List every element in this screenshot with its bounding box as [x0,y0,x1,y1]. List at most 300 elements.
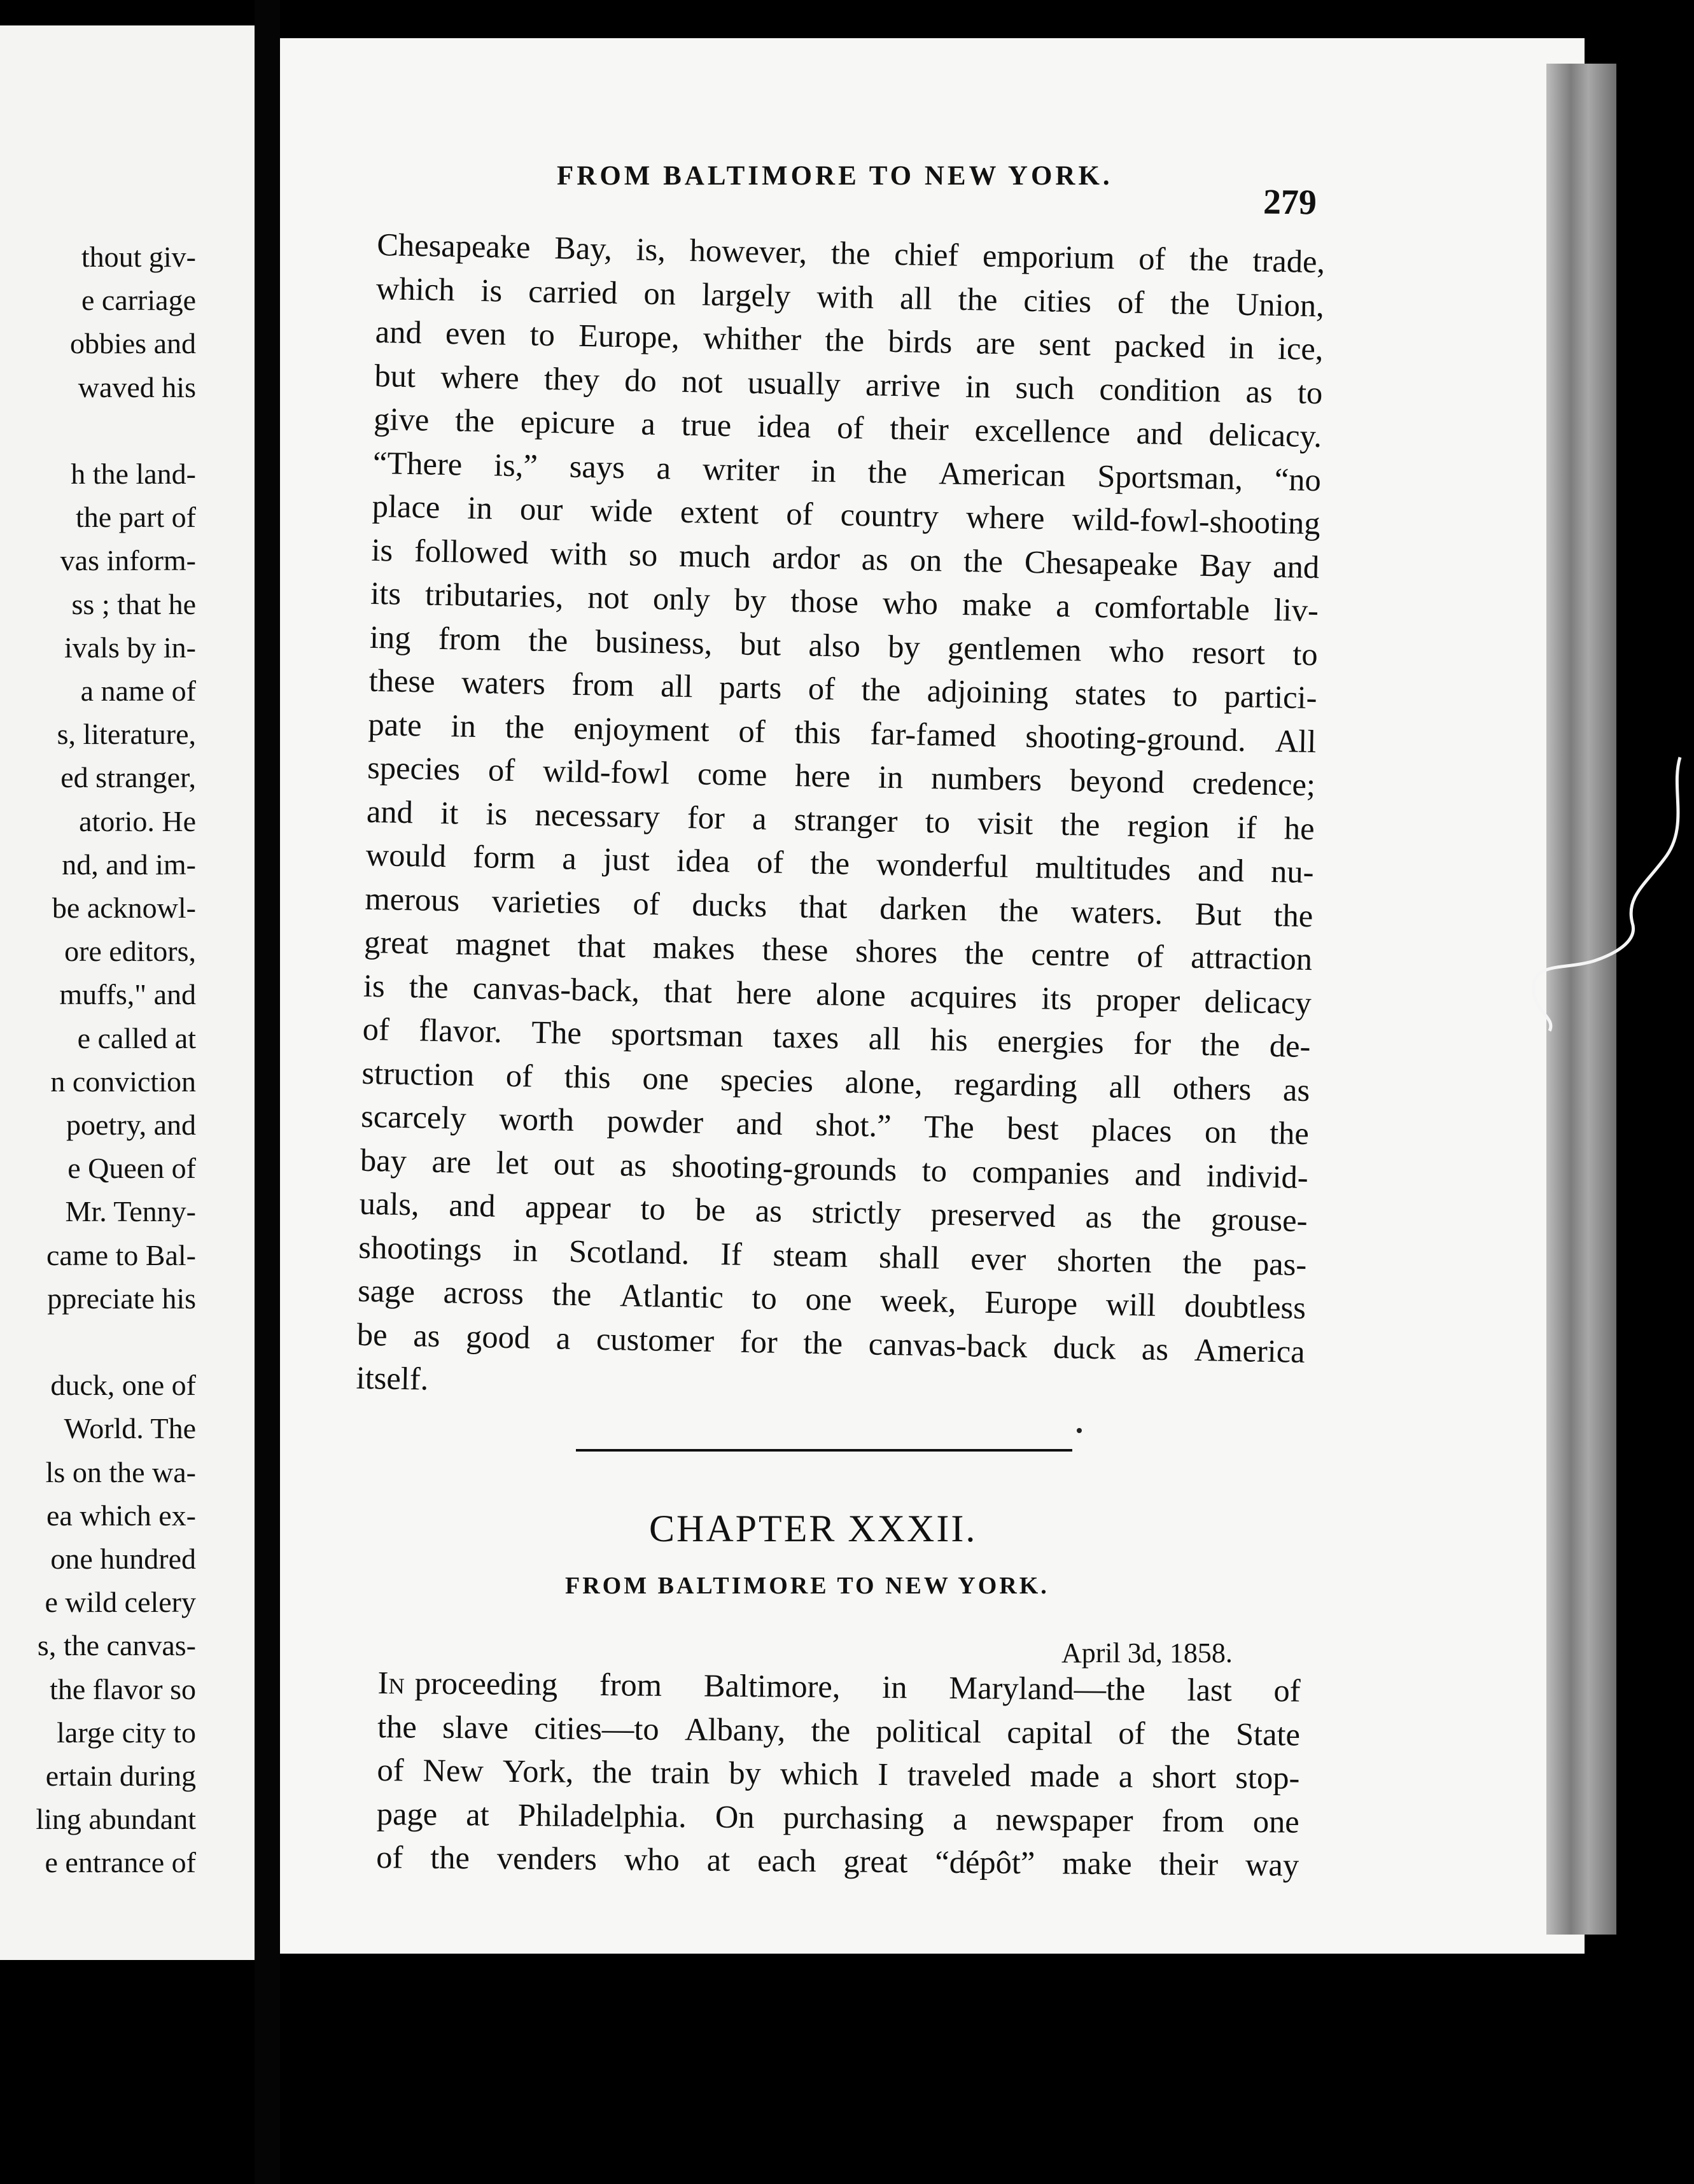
word: stop- [1235,1759,1300,1796]
word: liv- [1273,591,1319,629]
word: in [878,759,904,795]
word: excellence [974,412,1111,451]
word: regarding [953,1065,1078,1103]
facing-page-line: atorio. He [79,804,196,837]
word: the [409,968,449,1005]
word: Chesapeake [376,226,531,265]
word: wild-fowl-shooting [1072,501,1321,542]
body-line: itself. [356,1359,429,1397]
word: only [652,580,711,617]
word: the [867,453,907,490]
word: traveled [907,1756,1011,1793]
word: arrive [865,366,941,403]
word: are [976,325,1016,361]
word: of [808,670,836,707]
facing-page-line: large city to [57,1716,196,1749]
word: idea [676,842,731,879]
word: far-famed [869,715,997,753]
ink-dot [1077,1428,1082,1433]
word: true [681,406,732,444]
facing-page-line: ea which ex- [46,1499,196,1532]
word: the [1060,806,1100,843]
word: of [1273,1672,1301,1709]
word: this [564,1058,612,1095]
word: made [1030,1757,1100,1794]
word: duck [1053,1329,1116,1366]
word: to [752,1280,778,1316]
word: the [528,621,568,659]
word: by [729,1754,762,1791]
word: its [1041,979,1072,1016]
word: are [431,1143,472,1180]
facing-page-line: ivals by in- [64,631,196,664]
word: waters [461,664,546,701]
word: largely [701,276,791,314]
word: page [376,1795,438,1832]
word: the [809,844,850,881]
word: the [505,708,545,745]
facing-page-line: e carriage [81,284,196,317]
word: to [925,803,951,840]
word: extent [680,493,759,531]
word: is [371,531,393,568]
word: shorten [1056,1242,1152,1280]
facing-page-line: s, the canvas- [37,1629,196,1662]
word: Philadelphia. [517,1796,687,1834]
word: the [802,1324,843,1361]
word: with [816,278,874,315]
word: short [1152,1758,1217,1795]
word: proceeding [414,1665,558,1702]
word: parts [718,668,782,706]
word: whither [703,319,802,358]
word: strictly [811,1193,902,1231]
word: cities—to [534,1709,659,1747]
word: American [938,454,1066,493]
facing-page-line: came to Bal- [46,1238,196,1271]
chapter-title: CHAPTER XXXII. [649,1508,977,1550]
word: to [640,1190,666,1227]
word: their [1159,1845,1219,1882]
word: the [861,671,901,708]
word: of [756,844,784,880]
word: America [1194,1331,1306,1369]
word: out [553,1145,595,1182]
word: birds [887,323,953,360]
word: the [454,402,495,439]
word: all [660,668,694,704]
word: and [1272,548,1320,585]
word: ardor [771,538,841,576]
word: the [964,935,1005,972]
word: a [1055,587,1071,624]
facing-page-line: ss ; that he [71,587,196,620]
book-gutter [255,0,280,2184]
word: so [628,536,658,573]
word: On [715,1798,755,1835]
word: just [603,841,650,878]
word: de- [1269,1027,1311,1065]
word: places [1091,1111,1172,1149]
word: taxes [773,1018,839,1056]
word: is [486,795,508,832]
word: Union, [1235,286,1325,323]
word: worth [498,1100,575,1138]
facing-page-line: ed stranger, [60,761,196,794]
word: venders [496,1840,598,1877]
word: magnet [455,925,551,963]
facing-page-line: h the land- [71,458,196,490]
facing-page-line: poetry, and [66,1109,196,1141]
word: numbers [930,760,1042,798]
word: the [377,1708,417,1745]
word: struction [361,1054,475,1093]
word: however, [689,232,808,270]
facing-page-line: s, literature, [57,718,196,751]
word: Scotland. [568,1233,690,1271]
word: pate [368,706,423,743]
word: where [965,499,1046,536]
word: “dépôt” [935,1844,1035,1881]
word: partici- [1224,678,1317,716]
word: stranger [794,801,899,839]
facing-page-line: be acknowl- [52,892,196,924]
facing-page-line: vas inform- [60,544,196,577]
word: a [1118,1758,1133,1795]
word: pas- [1252,1245,1307,1282]
word: acquires [909,977,1018,1016]
word: appear [524,1188,612,1226]
facing-page-line: thout giv- [81,241,196,273]
word: country [840,496,939,535]
word: the [1182,1243,1222,1281]
word: sent [1039,326,1091,363]
word: at [466,1796,489,1833]
word: species [367,749,461,787]
facing-page-line: the part of [75,501,196,534]
word: of [633,885,661,921]
word: in [882,1669,907,1705]
word: condition [1099,370,1221,409]
word: shall [878,1238,941,1275]
facing-page-line: e called at [77,1021,196,1054]
word: and [1197,851,1245,889]
word: grouse- [1210,1201,1308,1239]
word: states [1074,675,1147,713]
word: make [1062,1845,1132,1882]
word: by [887,628,921,665]
word: as [1085,1198,1113,1235]
word: says [569,448,626,485]
word: these [368,662,436,699]
word: canvas-back, [472,969,640,1009]
word: slave [442,1709,509,1746]
word: good [465,1318,531,1355]
word: all [899,279,933,316]
word: But [1194,895,1242,932]
word: even [445,314,507,352]
word: the [1142,1200,1182,1236]
word: emporium [982,237,1116,276]
word: of [785,495,814,532]
word: nu- [1270,853,1315,890]
word: Bay, [554,230,613,267]
word: as [412,1317,440,1354]
word: be [356,1316,388,1353]
chapter-line [376,1835,1299,1887]
word: here [794,757,851,794]
chapter-line [377,1791,1300,1843]
word: as [1282,1071,1310,1108]
word: delicacy. [1208,416,1322,454]
word: from [1161,1802,1225,1839]
word: credence; [1192,764,1316,803]
word: that [663,972,713,1010]
word: a [556,1319,571,1356]
word: ever [970,1240,1026,1277]
word: as [1245,373,1273,410]
word: he [1284,809,1315,846]
word: purchasing [783,1799,925,1836]
facing-page-line: e entrance of [45,1846,196,1879]
word: and [1134,1156,1182,1193]
facing-page-line: obbies and [69,327,196,360]
word: newspaper [995,1800,1133,1838]
word: I [877,1756,889,1793]
word: for [739,1323,778,1360]
word: to [529,316,556,353]
word: sage [357,1272,416,1310]
chapter-paragraph [376,1661,1301,1887]
word: all [1109,1068,1142,1105]
word: from [599,1667,662,1703]
facing-page-line: the flavor so [50,1672,196,1705]
word: gentlemen [947,629,1082,668]
word: the [592,1753,633,1790]
word: a [561,840,577,876]
word: and [1136,414,1184,452]
word: “no [1274,461,1322,498]
word: and [448,1187,496,1224]
word: each [757,1842,816,1879]
word: that [799,888,848,925]
word: it [440,794,459,830]
chapter-subtitle: FROM BALTIMORE TO NEW YORK. [565,1572,1049,1599]
word: proper [1095,981,1180,1018]
word: steam [773,1236,848,1274]
word: merous [365,880,460,918]
word: which [375,270,456,307]
word: of [505,1057,533,1094]
chapter-line-text [414,1662,1300,1713]
facing-page-line: e wild celery [45,1586,196,1619]
word: as [619,1146,647,1183]
word: All [1275,722,1317,759]
word: its [370,575,402,612]
chapter-line [377,1748,1300,1800]
word: also [808,627,861,664]
facing-page-line: nd, and im- [62,848,196,881]
word: in [1228,329,1255,366]
facing-page-line: ppreciate his [47,1282,196,1315]
word: where [440,358,520,396]
word: is,” [493,446,538,484]
word: form [472,838,536,876]
word: wild-fowl [542,752,670,791]
word: great [843,1843,908,1880]
word: enjoyment [573,710,710,748]
word: of [836,409,864,446]
word: idea [757,408,811,445]
word: to [1292,635,1319,672]
word: the [1273,897,1313,934]
facing-page-line: ore editors, [64,935,196,968]
word: cities [1023,282,1092,319]
word: from [571,666,635,703]
word: in [811,452,837,489]
word: last [1187,1672,1233,1708]
word: York, [502,1753,574,1789]
word: as [861,540,889,577]
facing-page-line: World. The [64,1412,196,1445]
word: varieties [491,882,601,921]
section-rule [576,1449,1072,1452]
word: If [720,1235,743,1272]
word: of [1138,240,1166,277]
word: all [868,1020,901,1057]
word: his [930,1021,969,1058]
facing-page-line: n conviction [50,1065,196,1098]
word: species [720,1061,814,1099]
word: waters. [1070,893,1163,931]
word: attraction [1190,939,1313,977]
word: in [512,1231,538,1268]
word: the [1200,1026,1240,1063]
word: at [706,1842,731,1878]
word: one [642,1060,689,1096]
word: if [1236,809,1257,845]
word: and [375,313,423,351]
word: is [480,272,503,309]
word: great [363,923,429,961]
word: for [687,799,725,836]
word: beyond [1069,762,1165,800]
word: to [1172,677,1198,713]
word: The [923,1108,975,1145]
page-number: 279 [1263,182,1317,223]
word: comfortable [1094,588,1250,627]
word: their [889,410,949,447]
lead-word: In [377,1664,405,1701]
word: not [587,579,629,616]
word: for [1133,1025,1172,1062]
word: of [1118,1714,1145,1751]
word: which [780,1755,859,1792]
word: customer [596,1320,715,1359]
word: Atlantic [619,1277,724,1315]
word: capital [1007,1714,1093,1751]
facing-page-line: one hundred [50,1543,196,1575]
facing-page-line: waved his [78,370,196,403]
word: visit [977,804,1033,841]
word: wide [590,492,654,529]
word: multitudes [1035,849,1172,888]
word: canvas-back [868,1325,1028,1364]
letter-date: April 3d, 1858. [1061,1637,1233,1669]
word: that [577,927,626,965]
word: by [734,582,767,619]
word: carried [528,272,618,311]
word: companies [972,1152,1110,1191]
word: and [736,1105,783,1142]
word: in [965,368,991,405]
word: darken [879,890,968,927]
word: Albany, [684,1711,786,1748]
word: would [365,836,447,874]
word: is [363,967,386,1004]
word: of [487,752,515,788]
word: the [1189,241,1229,278]
word: one [805,1280,853,1317]
word: a [952,1800,967,1837]
facing-page-line: ling abundant [36,1803,196,1836]
chapter-line-first [377,1661,1301,1712]
word: who [882,584,939,622]
word: tributaries, [424,576,564,615]
word: the [824,321,865,359]
word: makes [652,929,736,967]
facing-page-left [0,25,255,1960]
word: sportsman [610,1015,744,1054]
word: ice, [1277,330,1324,367]
word: is, [636,231,666,268]
word: alone [815,976,886,1013]
word: in [451,707,477,744]
word: with [550,535,608,572]
word: bay [360,1142,407,1179]
word: this [794,713,842,750]
word: one [1252,1803,1300,1840]
word: train [650,1754,710,1791]
word: adjoining [927,672,1049,711]
word: followed [414,532,529,570]
word: who [1109,632,1165,669]
word: packed [1114,327,1206,365]
word: delicacy [1204,983,1312,1021]
word: “There [372,444,463,482]
word: across [443,1274,524,1312]
word: way [1245,1846,1299,1883]
word: resort [1191,634,1266,671]
word: ducks [691,886,767,923]
word: shooting-grounds [671,1147,897,1187]
word: best [1006,1110,1060,1147]
word: let [496,1144,529,1181]
word: writer [702,450,780,488]
facing-page-line: a name of [80,675,196,707]
word: in [467,489,493,526]
word: scarcely [360,1098,467,1136]
word: the [1269,1114,1310,1152]
word: who [624,1841,680,1878]
body-paragraph [356,223,1326,1417]
word: and [366,793,414,830]
word: wonderful [876,846,1009,885]
word: from [438,620,501,657]
facing-page-line: ls on the wa- [45,1455,196,1488]
word: a [752,800,767,836]
word: as [755,1193,783,1229]
